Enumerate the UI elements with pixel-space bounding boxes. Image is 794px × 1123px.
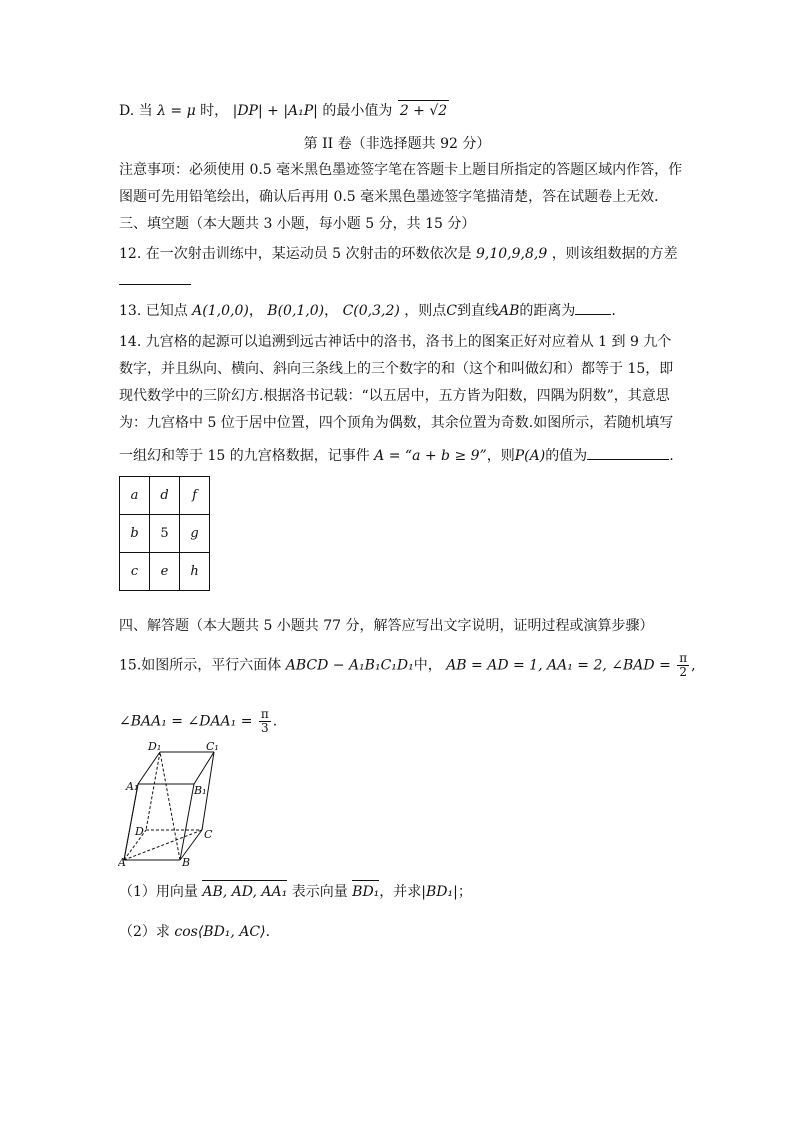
q15-part1 [119,882,472,902]
q14-line1: 14. 九宫格的起源可以追溯到远古神话中的洛书，洛书上的图案正好对应着从 1 到 9 九个 [119,334,672,350]
q14-line5a: 一组幻和等于 15 的九宫格数据，记事件 [119,448,370,464]
q12-suffix: ，则该组数据的方差 [551,246,678,262]
label-B1: B₁ [194,784,207,797]
q13-cpt: C [446,303,458,319]
q15-line2 [119,708,277,735]
q12-answer-line [119,270,191,291]
option-d-expr: |DP| + |A₁P| [232,103,318,119]
q13-b: B(0,1,0) [267,303,325,319]
q14-line5c: 的值为 [545,448,588,464]
option-d-suffix: 的最小值为 [322,103,393,119]
q15-part1a: （1）用向量 [119,884,198,900]
q13-suffix: 的距离为 [519,303,576,319]
section3-title: 三、填空题（本大题共 3 小题，每小题 5 分，共 15 分） [119,216,476,232]
q15-part2c: . [265,924,271,940]
grid-row [120,515,210,553]
q15-cond: AB = AD = 1, AA₁ = 2, ∠BAD = [446,657,671,674]
parallelepiped-figure [118,738,228,868]
q12-data: 9,10,9,8,9 [475,246,548,262]
q12 [119,244,678,264]
label-C: C [204,828,213,841]
grid-cell: 5 [150,515,180,553]
q14-end: . [669,448,674,464]
q15-mid: 中， [413,657,442,674]
label-C1: C₁ [206,740,219,753]
q13-answer-blank[interactable] [575,300,611,315]
q13: 13. 已知点 A(1,0,0)， B(0,1,0)， C(0,3,2) ，则点C到直线AB的距离为 . [119,300,616,321]
q15-frac-pi-3 [259,708,271,735]
q15-part1-vectors: AB, AD, AA₁ [202,884,288,900]
grid-cell: f [180,477,210,515]
q14-line5 [119,445,674,466]
label-B: B [182,856,191,868]
q15-part2a: （2）求 [119,924,170,940]
q13-mid: ，则点 [404,303,447,319]
notice-line1: 注意事项：必须使用 0.5 毫米黑色墨迹签字笔在答题卡上题目所指定的答题区域内作答，作 [119,162,683,178]
q14-event: A = “a + b ≥ 9” [374,448,487,464]
option-d-value: 2 + √2 [398,100,449,121]
q13-c: C(0,3,2) [342,303,400,319]
q15-part2 [119,922,270,942]
frac-num: π [679,651,688,665]
section2-title: 第 II 卷（非选择题共 92 分） [303,136,491,152]
q15-part1d: ； [457,884,472,900]
q13-a: A(1,0,0) [192,303,249,319]
q15-line1 [119,652,696,679]
option-d-prefix: D. 当 [119,103,153,119]
label-A: A [118,856,126,868]
q14-pa: P(A) [514,448,546,464]
frac-num: π [260,707,269,721]
q12-text: 12. 在一次射击训练中，某运动员 5 次射击的环数依次是 [119,246,472,262]
grid-cell: e [150,553,180,591]
grid-row [120,477,210,515]
grid-cell: c [120,553,150,591]
grid-cell: b [120,515,150,553]
label-D1: D₁ [148,740,162,753]
grid-cell: a [120,477,150,515]
grid-cell: h [180,553,210,591]
q15-part1c: ，并求 [379,884,422,900]
q14-line5b: ，则 [486,448,515,464]
q14-answer-blank[interactable] [587,445,669,460]
option-d [119,100,449,121]
q13-end: . [611,303,616,319]
nine-grid-table [119,476,210,591]
q12-answer-blank[interactable] [119,270,191,285]
frac-den: 2 [679,665,688,679]
q13-mid2: 到直线 [457,303,500,319]
grid-cell: g [180,515,210,553]
q15-comma: , [691,657,696,674]
notice-line2: 图题可先用铅笔绘出，确认后再用 0.5 毫米黑色墨迹签字笔描清楚，答在试题卷上无效． [119,189,669,205]
q15-part1-magnitude: |BD₁| [421,884,458,900]
grid-cell: d [150,477,180,515]
option-d-mid: 时， [200,103,229,119]
q14-line3: 现代数学中的三阶幻方.根据洛书记载：“以五居中，五方皆为阳数，四隅为阴数”，其意思 [119,388,670,404]
grid-row [120,553,210,591]
option-d-cond: λ = μ [157,103,196,119]
label-A1: A₁ [126,780,139,793]
q15-cond2: ∠BAA₁ = ∠DAA₁ = [119,713,253,730]
frac-den: 3 [261,721,269,735]
label-D: D [135,825,144,838]
q15-intro: 15.如图所示，平行六面体 [119,657,282,674]
q15-part1b: 表示向量 [291,884,348,900]
q15-frac-pi-2 [677,652,689,679]
q14-line2: 数字，并且纵向、横向、斜向三条线上的三个数字的和（这个和叫做幻和）都等于 15，即 [119,361,674,377]
section4-title: 四、解答题（本大题共 5 小题共 77 分，解答应写出文字说明，证明过程或演算步骤） [119,618,654,634]
q13-num: 13. 已知点 [119,303,188,319]
q15-part1-target: BD₁ [352,884,380,900]
q15-period: . [272,713,278,730]
q14-line4: 为：九宫格中 5 位于居中位置，四个顶角为偶数，其余位置为奇数.如图所示，若随机填写 [119,415,674,431]
q15-solid: ABCD − A₁B₁C₁D₁ [285,657,414,674]
q15-part2-expr: cos⟨BD₁, AC⟩ [174,924,266,940]
q13-ab: AB [499,303,520,319]
